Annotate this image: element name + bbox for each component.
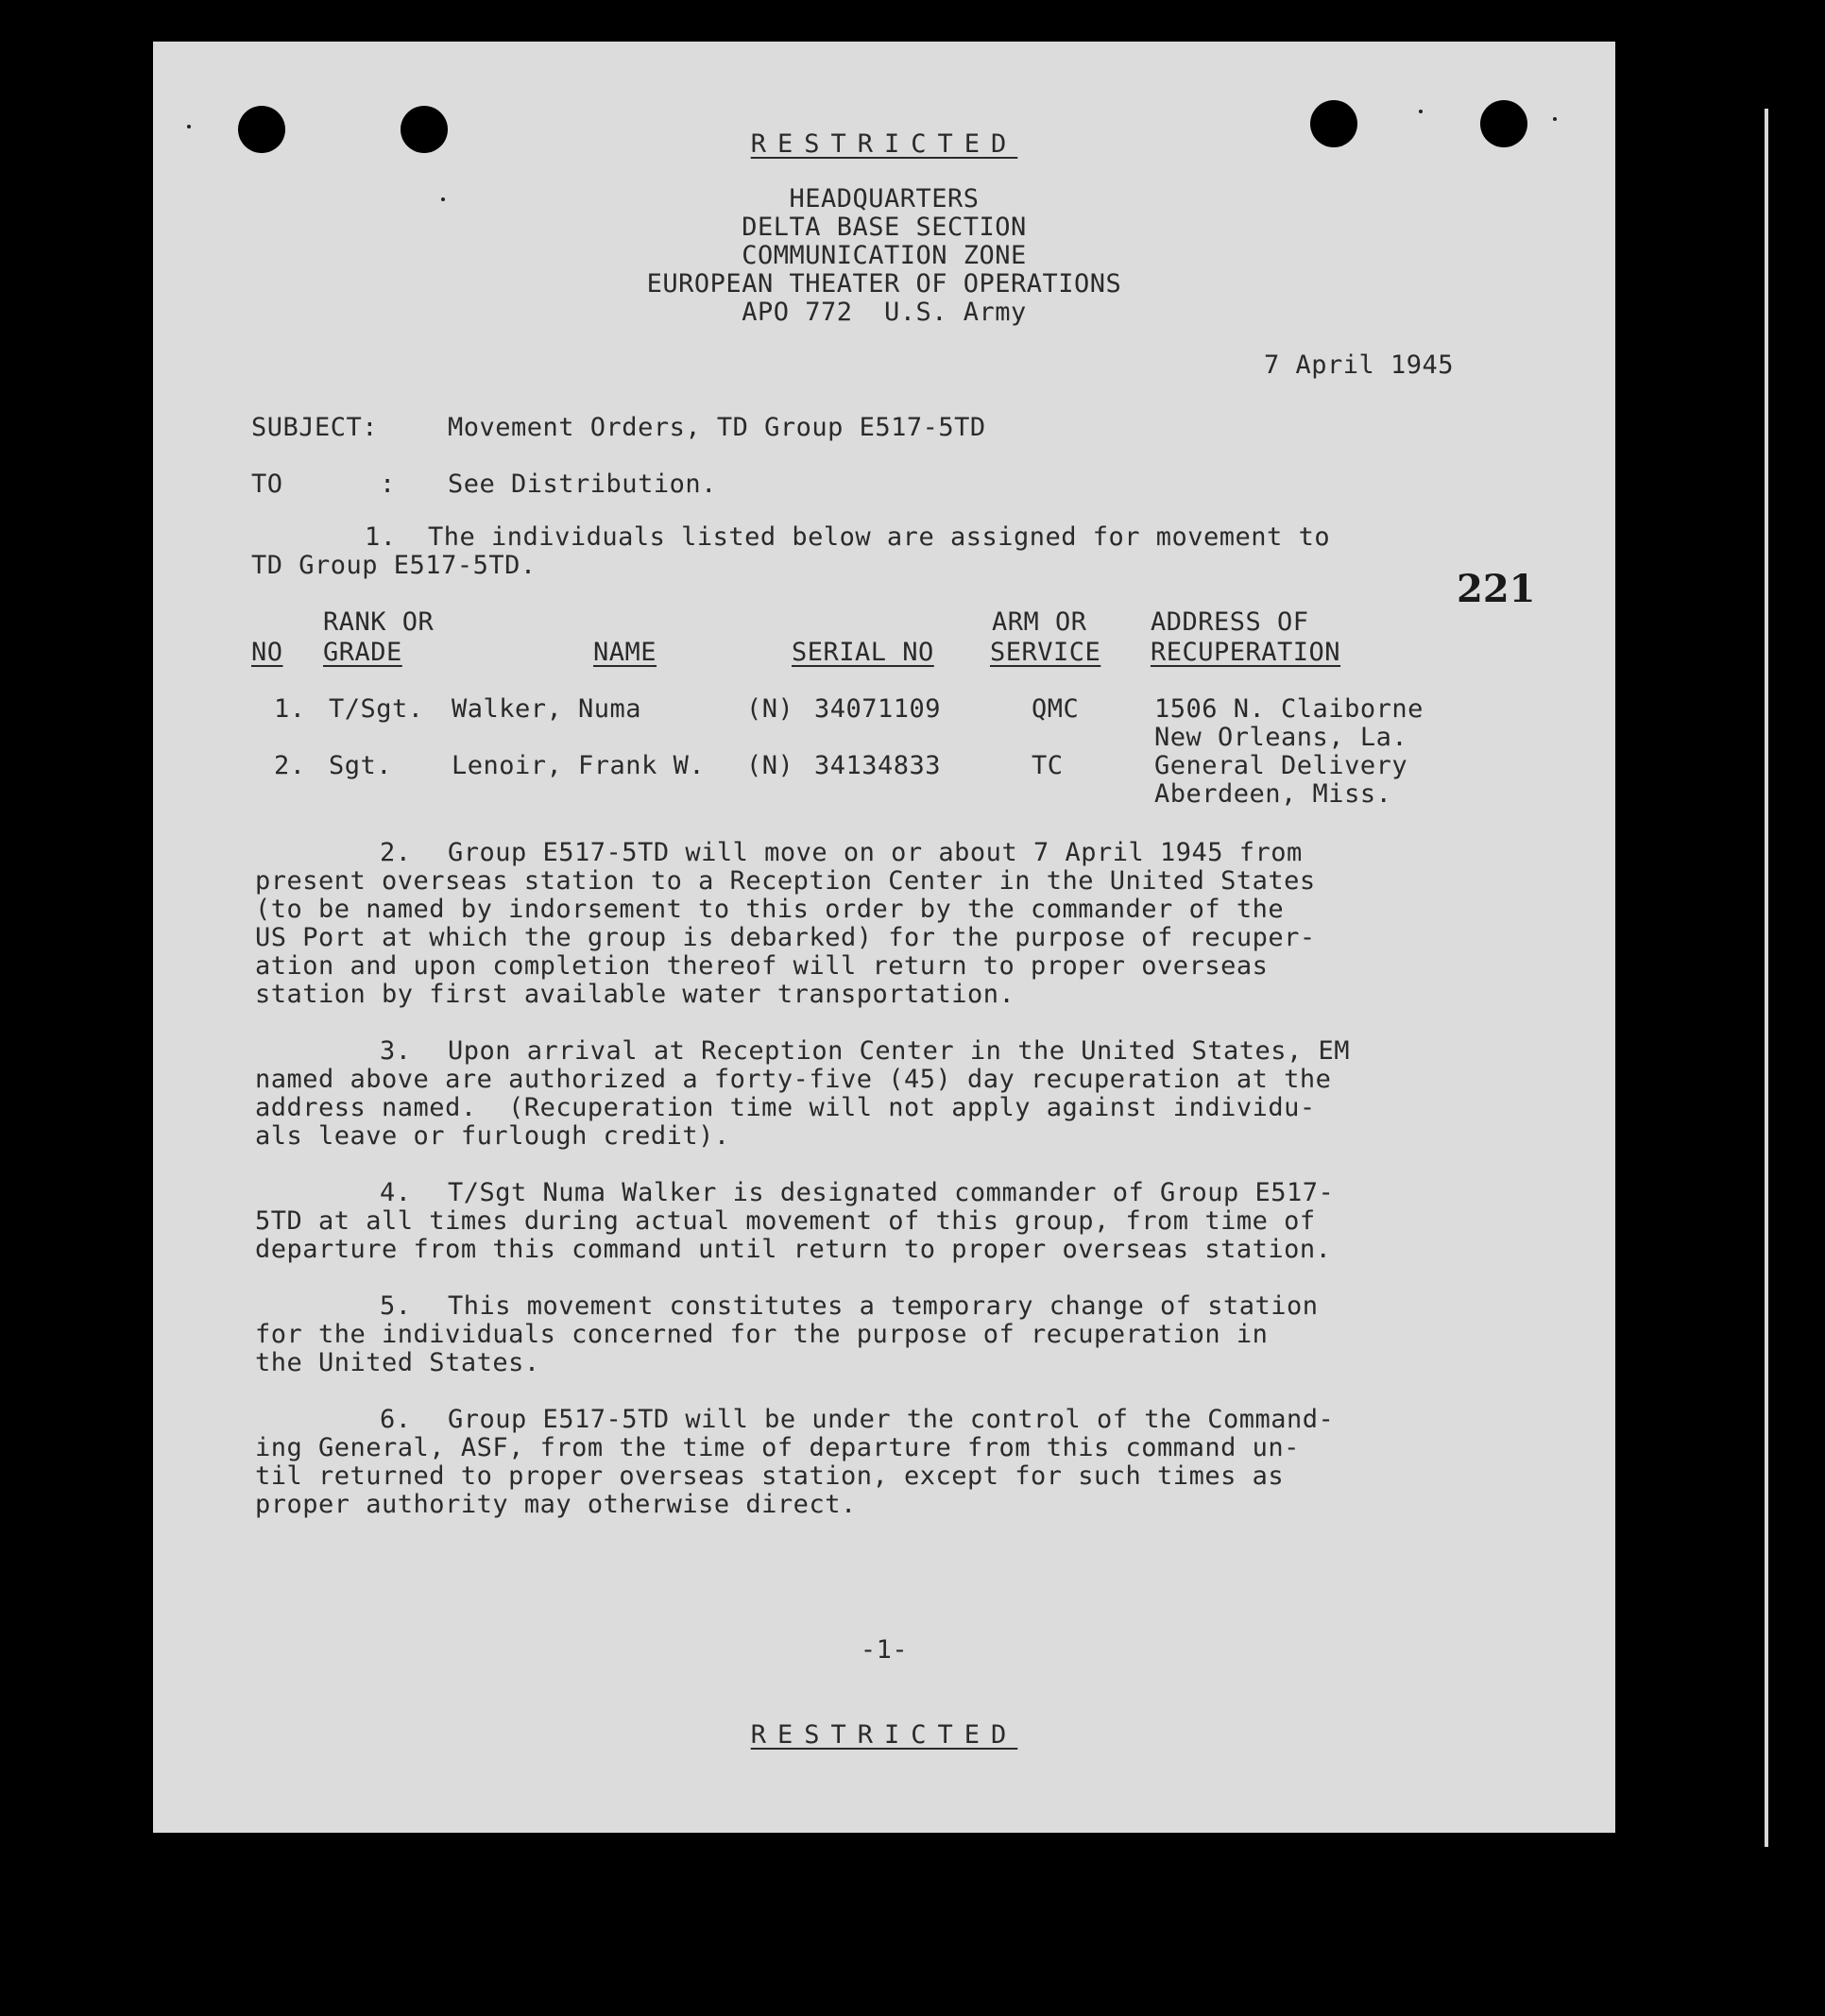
top-restricted-marking: RESTRICTED: [750, 129, 1018, 159]
header-address-bottom: RECUPERATION: [1151, 638, 1341, 667]
org-line-1: HEADQUARTERS: [789, 184, 980, 214]
row-2-address-line-1: General Delivery: [1154, 751, 1408, 780]
to-label: TO: [251, 470, 283, 499]
paragraph-3-line-4: als leave or furlough credit).: [255, 1121, 730, 1151]
speck: [1553, 117, 1557, 121]
header-arm-bottom: SERVICE: [990, 638, 1101, 667]
paragraph-4-line-1: T/Sgt Numa Walker is designated commander of Group E517-: [448, 1178, 1335, 1207]
document-page: [153, 42, 1615, 1833]
row-2-rank: Sgt.: [329, 751, 393, 780]
paragraph-4-line-3: departure from this command until return to proper overseas station.: [255, 1235, 1332, 1264]
paragraph-4-number: 4.: [380, 1178, 412, 1207]
row-2-race: (N): [746, 751, 794, 780]
row-1-address-line-2: New Orleans, La.: [1154, 723, 1408, 752]
header-rank-bottom: GRADE: [323, 638, 402, 667]
paragraph-2-line-6: station by first available water transportation.: [255, 980, 1015, 1009]
paragraph-6-line-1: Group E517-5TD will be under the control of the Command-: [448, 1405, 1335, 1434]
paragraph-2-line-2: present overseas station to a Reception Center in the United States: [255, 866, 1316, 896]
paragraph-1-line-2: TD Group E517-5TD.: [251, 551, 537, 580]
to-colon: :: [380, 470, 396, 499]
paragraph-5-number: 5.: [380, 1291, 412, 1321]
paragraph-2-line-5: ation and upon completion thereof will return to proper overseas: [255, 951, 1269, 981]
paragraph-2-line-1: Group E517-5TD will move on or about 7 April 1945 from: [448, 838, 1303, 867]
paragraph-3-line-3: address named. (Recuperation time will not apply against individu-: [255, 1093, 1316, 1122]
row-2-serial: 34134833: [814, 751, 942, 780]
paragraph-3-line-1: Upon arrival at Reception Center in the United States, EM: [448, 1036, 1351, 1066]
paragraph-6-number: 6.: [380, 1405, 412, 1434]
org-line-2: DELTA BASE SECTION: [742, 213, 1027, 242]
paragraph-2-number: 2.: [380, 838, 412, 867]
speck: [187, 125, 191, 128]
paragraph-3-line-2: named above are authorized a forty-five (45) day recuperation at the: [255, 1065, 1332, 1094]
row-1-rank: T/Sgt.: [329, 694, 424, 724]
header-no: NO: [251, 638, 283, 667]
paragraph-6-line-4: proper authority may otherwise direct.: [255, 1490, 857, 1519]
bottom-restricted-marking: RESTRICTED: [750, 1720, 1018, 1750]
paragraph-5-line-2: for the individuals concerned for the purpose of recuperation in: [255, 1320, 1269, 1349]
paragraph-3-number: 3.: [380, 1036, 412, 1066]
paragraph-6-line-3: til returned to proper overseas station, except for such times as: [255, 1461, 1285, 1491]
row-1-service: QMC: [1032, 694, 1080, 724]
document-date: 7 April 1945: [1264, 350, 1455, 380]
film-edge-line: [1765, 109, 1768, 1847]
paragraph-4-line-2: 5TD at all times during actual movement of this group, from time of: [255, 1206, 1316, 1236]
row-2-name: Lenoir, Frank W.: [452, 751, 706, 780]
row-1-name: Walker, Numa: [452, 694, 642, 724]
subject-label: SUBJECT:: [251, 413, 379, 442]
page-number-stamp: 221: [1457, 567, 1536, 611]
row-2-address-line-2: Aberdeen, Miss.: [1154, 779, 1392, 809]
row-1-race: (N): [746, 694, 794, 724]
subject-text: Movement Orders, TD Group E517-5TD: [448, 413, 986, 442]
speck: [1419, 110, 1423, 113]
paragraph-5-line-1: This movement constitutes a temporary change of station: [448, 1291, 1319, 1321]
row-1-serial: 34071109: [814, 694, 942, 724]
header-arm-top: ARM OR: [992, 607, 1087, 637]
paragraph-6-line-2: ing General, ASF, from the time of departure from this command un-: [255, 1433, 1300, 1462]
org-line-3: COMMUNICATION ZONE: [742, 241, 1027, 270]
header-rank-top: RANK OR: [323, 607, 435, 637]
org-line-4: EUROPEAN THEATER OF OPERATIONS: [646, 269, 1122, 299]
header-name: NAME: [593, 638, 657, 667]
paragraph-2-line-4: US Port at which the group is debarked) for the purpose of recuper-: [255, 923, 1316, 952]
paragraph-2-line-3: (to be named by indorsement to this order by the commander of the: [255, 895, 1285, 924]
row-1-address-line-1: 1506 N. Claiborne: [1154, 694, 1424, 724]
row-2-no: 2.: [274, 751, 306, 780]
paragraph-5-line-3: the United States.: [255, 1348, 540, 1377]
header-serial: SERIAL NO: [792, 638, 934, 667]
org-line-5: APO 772 U.S. Army: [742, 298, 1027, 327]
header-address-top: ADDRESS OF: [1151, 607, 1309, 637]
row-1-no: 1.: [274, 694, 306, 724]
row-2-service: TC: [1032, 751, 1064, 780]
to-text: See Distribution.: [448, 470, 717, 499]
page-number: -1-: [860, 1635, 909, 1665]
paragraph-1-line-1: 1. The individuals listed below are assigned for movement to: [365, 522, 1331, 552]
